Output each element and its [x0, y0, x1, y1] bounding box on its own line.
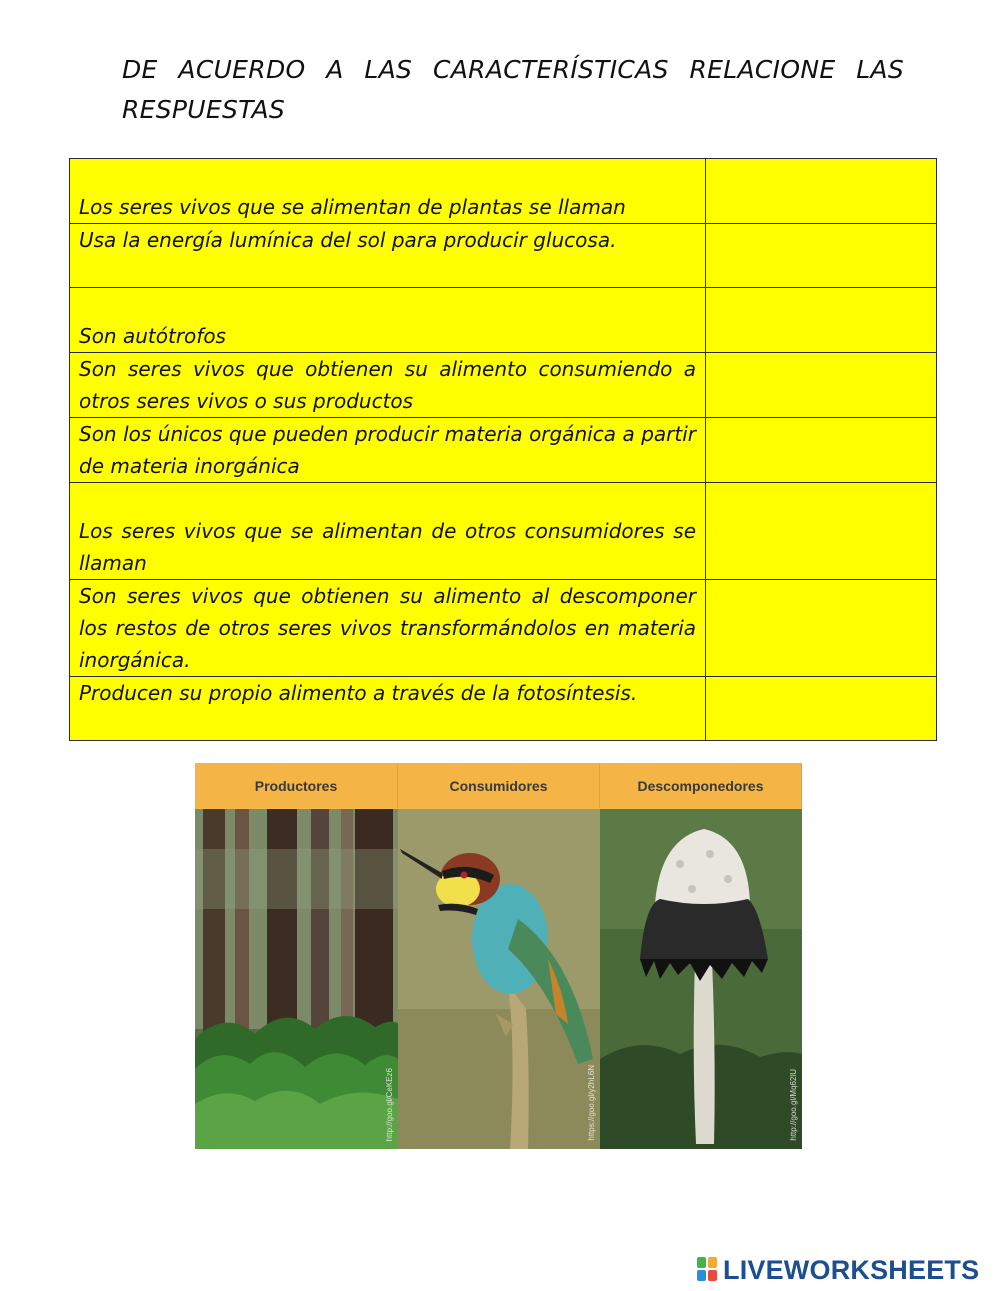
table-row: [70, 224, 937, 288]
forest-photo: [195, 809, 398, 1149]
question-text: Son autótrofos: [70, 288, 706, 353]
table-row: [70, 288, 937, 353]
question-text: Los seres vivos que se alimentan de otros consumidores se llaman: [70, 483, 706, 580]
question-text: Son seres vivos que obtienen su alimento al descomponer los restos de otros seres vivos transformándolos en materia inorgánica.: [70, 580, 706, 677]
decomposers-column: [600, 763, 802, 1149]
answer-field[interactable]: [706, 580, 937, 677]
answer-field[interactable]: [706, 159, 937, 224]
answer-field[interactable]: [706, 288, 937, 353]
question-text: Producen su propio alimento a través de la fotosíntesis.: [70, 677, 706, 741]
decomposers-label: Descomponedores: [600, 763, 802, 808]
table-row: [70, 353, 937, 418]
consumers-label: Consumidores: [398, 763, 600, 808]
producers-column: [195, 763, 398, 1149]
answer-field[interactable]: [706, 483, 937, 580]
worksheet-heading: DE ACUERDO A LAS CARACTERÍSTICAS RELACIONE LAS RESPUESTAS: [122, 55, 904, 124]
question-text: Son seres vivos que obtienen su alimento consumiendo a otros seres vivos o sus productos: [70, 353, 706, 418]
photo-credit: http://goo.gl/Mq62lU: [789, 1069, 798, 1141]
photo-credit: https://goo.gl/y2hL6N: [587, 1065, 596, 1141]
answer-field[interactable]: [706, 418, 937, 483]
question-text: Son los únicos que pueden producir materia orgánica a partir de materia inorgánica: [70, 418, 706, 483]
answer-field[interactable]: [706, 353, 937, 418]
question-text: Usa la energía lumínica del sol para producir glucosa.: [70, 224, 706, 288]
table-row: [70, 418, 937, 483]
producers-label: Productores: [195, 763, 398, 808]
answer-field[interactable]: [706, 224, 937, 288]
trophic-levels-figure: [195, 763, 802, 1149]
matching-table: [69, 158, 937, 741]
liveworksheets-logo: [697, 1254, 993, 1286]
table-row: [70, 580, 937, 677]
photo-credit: http://goo.gl/CeKEz6: [385, 1067, 394, 1141]
table-row: [70, 159, 937, 224]
mushroom-photo: [600, 809, 802, 1149]
answer-field[interactable]: [706, 677, 937, 741]
liveworksheets-wordmark: LIVEWORKSHEETS: [723, 1254, 980, 1285]
bird-photo: [398, 809, 600, 1149]
consumers-column: [398, 763, 600, 1149]
table-row: [70, 677, 937, 741]
table-row: [70, 483, 937, 580]
liveworksheets-logo-icon: [697, 1257, 719, 1283]
question-text: Los seres vivos que se alimentan de plantas se llaman: [70, 159, 706, 224]
